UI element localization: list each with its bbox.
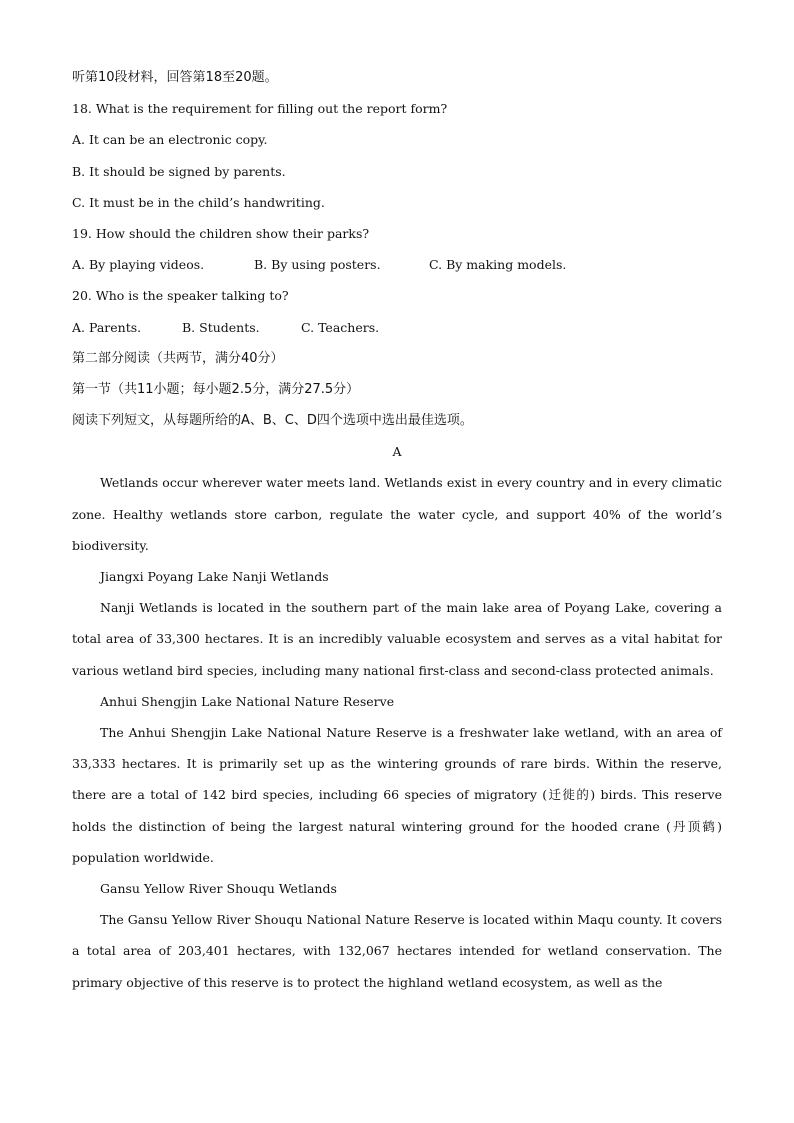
site-text-nanji: Nanji Wetlands is located in the southern part of the main lake area of Poyang Lake, covering a total area of 33,300 hectares. It is an incredibly valuable ecosystem and serves as a vital habitat for various wetland bird species, including many national first-class and second-class protected animals. <box>72 600 722 678</box>
question-20-option-c: C. Teachers. <box>301 319 380 335</box>
exam-page <box>72 62 722 998</box>
question-19-option-c: C. By making models. <box>429 257 567 273</box>
question-20-stem: 20. Who is the speaker talking to? <box>72 288 289 304</box>
question-20-option-b: B. Students. <box>182 319 260 335</box>
site-heading-nanji: Jiangxi Poyang Lake Nanji Wetlands <box>100 569 329 585</box>
reading-instruction: 阅读下列短文，从每题所给的A、B、C、D四个选项中选出最佳选项。 <box>72 413 473 429</box>
site-heading-shengjin: Anhui Shengjin Lake National Nature Reserve <box>100 693 395 709</box>
question-18-option-a: A. It can be an electronic copy. <box>72 132 268 148</box>
question-19-stem: 19. How should the children show their parks? <box>72 225 370 241</box>
question-18-option-c: C. It must be in the child’s handwriting. <box>72 194 325 210</box>
site-text-shouqu: The Gansu Yellow River Shouqu National Nature Reserve is located within Maqu county. It covers a total area of 203,401 hectares, with 132,067 hectares intended for wetland conservation. The primary objective of this reserve is to protect the highland wetland ecosystem, as well as the <box>72 912 722 990</box>
question-18-stem: 18. What is the requirement for filling out the report form? <box>72 101 448 117</box>
question-18-option-b: B. It should be signed by parents. <box>72 163 286 179</box>
passage-intro: Wetlands occur wherever water meets land. Wetlands exist in every country and in every climatic zone. Healthy wetlands store carbon, regulate the water cycle, and support 40% of the world’s biodiversity. <box>72 475 722 553</box>
question-19-options <box>72 249 722 280</box>
question-20-option-a: A. Parents. <box>72 319 142 335</box>
question-19-option-b: B. By using posters. <box>254 257 381 273</box>
reading-section-title: 第一节（共11小题；每小题2.5分，满分27.5分） <box>72 381 360 397</box>
question-20-options <box>72 312 722 343</box>
listening-instruction: 听第10段材料，回答第18至20题。 <box>72 70 278 85</box>
passage-label: A <box>392 444 402 460</box>
site-text-shengjin: The Anhui Shengjin Lake National Nature Reserve is a freshwater lake wetland, with an area of 33,333 hectares. It is primarily set up as the wintering grounds of rare birds. Within the reserve, there are a total of 142 bird species, including 66 species of migratory (迁徙的) birds. This reserve holds the distinction of being the largest natural wintering ground for the hooded crane (丹顶鹤) population worldwide. <box>72 725 722 865</box>
question-19-option-a: A. By playing videos. <box>72 257 205 273</box>
site-heading-shouqu: Gansu Yellow River Shouqu Wetlands <box>100 881 337 897</box>
reading-part-title: 第二部分阅读（共两节，满分40分） <box>72 350 284 366</box>
